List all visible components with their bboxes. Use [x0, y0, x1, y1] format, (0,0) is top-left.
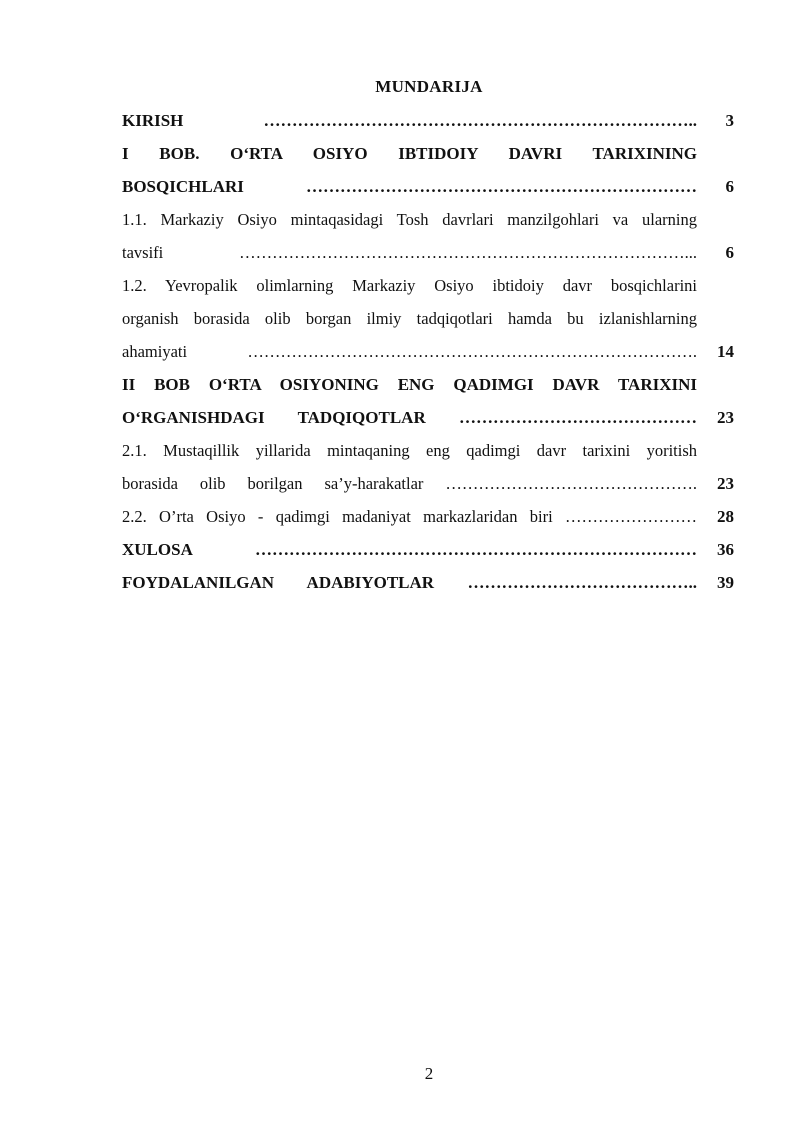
toc-title-wrap [0, 77, 800, 97]
toc-entry-page-number: 6 [725, 243, 734, 262]
toc-entry [122, 500, 734, 533]
toc-entry [122, 269, 734, 368]
toc-entry-line: 1.2. Yevropalik olimlarning Markaziy Osiyo ibtidoiy davr bosqichlarini [122, 276, 697, 295]
toc-entry-final-line: XULOSA …………………………………………………………………… [122, 540, 697, 559]
toc-entry-page-number: 23 [717, 408, 734, 427]
toc-entry [122, 104, 734, 137]
toc-entry-line: organish borasida olib borgan ilmiy tadqiqotlari hamda bu izlanishlarning [122, 309, 697, 328]
page-number: 2 [424, 1064, 434, 1083]
toc-entry-text [122, 434, 697, 500]
page-number-wrap [0, 1064, 800, 1084]
toc-entry [122, 533, 734, 566]
toc-entry-page-number: 36 [717, 540, 734, 559]
toc-entry-text [122, 269, 697, 368]
toc-entry-line: I BOB. O‘RTA OSIYO IBTIDOIY DAVRI TARIXINING [122, 144, 697, 163]
toc-entry-text [122, 137, 697, 203]
toc-entry [122, 566, 734, 599]
toc-title: MUNDARIJA [375, 77, 483, 96]
toc-entry [122, 368, 734, 434]
toc-entry-line: 2.1. Mustaqillik yillarida mintaqaning eng qadimgi davr tarixini yoritish [122, 441, 697, 460]
table-of-contents [122, 104, 734, 599]
toc-entry [122, 434, 734, 500]
toc-entry-page-number: 28 [717, 507, 734, 526]
toc-entry-final-line: 2.2. O’rta Osiyo - qadimgi madaniyat markazlaridan biri …………………… [122, 507, 697, 526]
toc-entry [122, 203, 734, 269]
toc-entry-final-line: tavsifi ………………………………………………………………………... [122, 243, 697, 262]
toc-entry-text [122, 203, 697, 269]
toc-entry [122, 137, 734, 203]
toc-entry-final-line: borasida olib borilgan sa’y-harakatlar ………………………………………. [122, 474, 697, 493]
toc-entry-text [122, 533, 697, 566]
toc-entry-line: 1.1. Markaziy Osiyo mintaqasidagi Tosh davrlari manzilgohlari va ularning [122, 210, 697, 229]
toc-entry-final-line: BOSQICHLARI …………………………………………………………… [122, 177, 697, 196]
toc-entry-final-line: O‘RGANISHDAGI TADQIQOTLAR …………………………………… [122, 408, 697, 427]
toc-entry-final-line: FOYDALANILGAN ADABIYOTLAR ………………………………….. [122, 573, 697, 592]
toc-entry-text [122, 104, 697, 137]
toc-entry-text [122, 500, 697, 533]
toc-entry-page-number: 23 [717, 474, 734, 493]
toc-entry-page-number: 14 [717, 342, 734, 361]
toc-entry-page-number: 6 [725, 177, 734, 196]
toc-entry-final-line: ahamiyati ………………………………………………………………………. [122, 342, 697, 361]
toc-entry-text [122, 368, 697, 434]
toc-entry-line: II BOB O‘RTA OSIYONING ENG QADIMGI DAVR TARIXINI [122, 375, 697, 394]
toc-entry-final-line: KIRISH ………………………………………………………………….. [122, 111, 697, 130]
toc-entry-page-number: 3 [725, 111, 734, 130]
toc-entry-page-number: 39 [717, 573, 734, 592]
toc-entry-text [122, 566, 697, 599]
